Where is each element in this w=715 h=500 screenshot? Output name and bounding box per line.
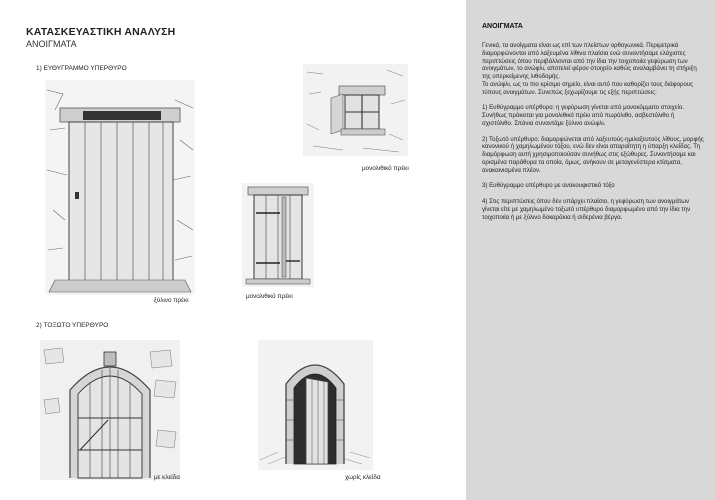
caption-with-keystone: με κλείδα [154, 474, 180, 481]
sketch-monolithic-lintel-window [303, 64, 408, 156]
panel-paragraph-lintel: Το ανώφλι, ως το πιο κρίσιμο σημείο, είναι αυτό που καθορίζει τους διάφορους τύπους ανοιγμάτων. Συνεπώς ξεχωρίζουμε τις εξής περιπτώσεις: [482, 80, 694, 96]
caption-without-keystone: χωρίς κλείδα [345, 474, 381, 481]
panel-paragraph-case-2: 2) Τοξωτό υπέρθυρο: διαμορφώνεται από λαξευτούς-ημιλαξευτούς λίθους, μορφής κανονικού ή χαμηλωμένου τόξου, ενώ δεν είναι απαραίτητη η ύπαρξη κλείδας. Τη διαμόρφωση αυτή χρησιμοποιούσαν συνήθως στις εξώθυρες. Συναντήσαμε και ορισμένα παράθυρα τα οποία, όμως, ανήκουν σε μεταγενέστερα κτίσματα, ανακαινισμένα πλέον. [482, 135, 704, 174]
caption-monolithic-lintel-window: μονολιθικό πρέκι [362, 165, 409, 172]
panel-paragraph-case-3: 3) Ευθύγραμμο υπέρθυρο με ανακουφιστικό τόξο [482, 182, 615, 190]
text-panel [466, 0, 715, 500]
panel-paragraph-case-1: 1) Ευθύγραμμο υπέρθυρο: η γεφύρωση γίνεται από μονοκόμματο στοιχείο. Συνήθως πρόκειται για μονολιθικό πρέκι από πωρόλιθο, ασβεστόλιθο ή σχιστόλιθο. Σπάνια συναντάμε ξύλινο ανώφλι. [482, 104, 684, 127]
caption-monolithic-lintel-shutter: μονολιθικό πρέκι [246, 293, 293, 300]
sketch-monolithic-lintel-shutter [242, 183, 314, 287]
page-subtitle: ΑΝΟΙΓΜΑΤΑ [26, 39, 77, 49]
section-arched-lintel: 2) ΤΟΞΩΤΟ ΥΠΕΡΘΥΡΟ [36, 322, 109, 329]
page-title: ΚΑΤΑΣΚΕΥΑΣΤΙΚΗ ΑΝΑΛΥΣΗ [26, 26, 176, 38]
section-straight-lintel: 1) ΕΥΘΥΓΡΑΜΜΟ ΥΠΕΡΘΥΡΟ [36, 65, 127, 72]
sketch-arched-door-no-keystone [258, 340, 373, 470]
caption-wooden-lintel: ξύλινο πρέκι [154, 297, 189, 304]
sketch-wooden-lintel-door [45, 80, 195, 295]
sketch-arched-door-keystone [40, 340, 180, 480]
panel-body [482, 42, 704, 229]
panel-title: ΑΝΟΙΓΜΑΤΑ [482, 23, 523, 30]
panel-paragraph-case-4: 4) Στις περιπτώσεις όπου δεν υπάρχει πλαίσιο, η γεφύρωση των ανοιγμάτων γίνεται είτε με χαμηλωμένο τοξωτό υπέρθυρο διαμορφωμένο από την ίδια την τοιχοποιία ή με ξύλινο δοκαράκια ή σιδερένια βέργα. [482, 197, 691, 221]
panel-paragraph-intro: Γενικά, τα ανοίγματα είναι ως επί των πλείστων ορθογωνικά. Περιμετρικά διαμορφώνονται από λαξευμένα λίθινα πλαίσια ενώ συναντήσαμε ελάχιστες περιπτώσεις όπου περιβάλλονται από την ίδια την τοιχοποιία γεφύρωση των ανοιγμάτων, το ανώφλι, αποτελεί φέρον στοιχείο καθώς αναλαμβάνει τη στήριξη της υπερκείμενης λιθοδομής. [482, 42, 697, 81]
